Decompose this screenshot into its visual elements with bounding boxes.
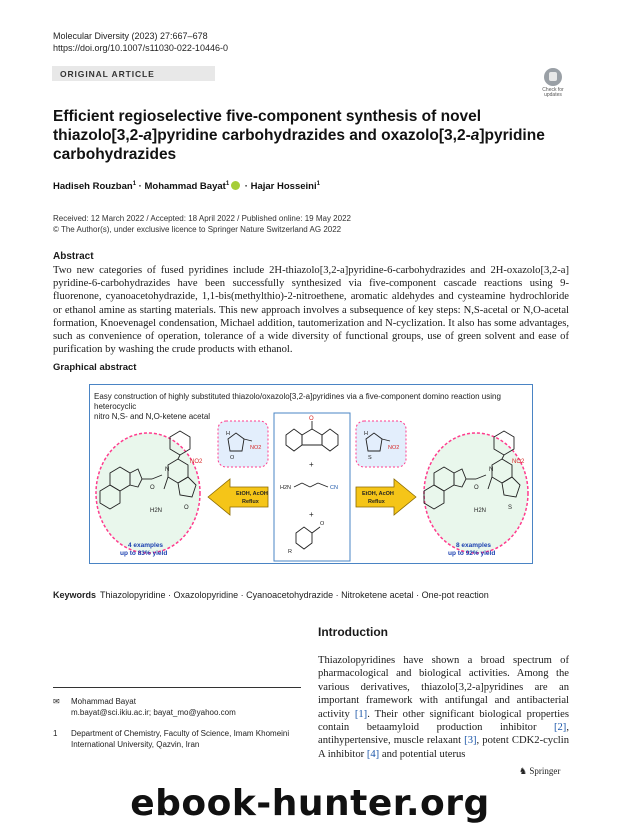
publisher-logo — [519, 766, 560, 777]
title-italic: a — [143, 127, 153, 144]
journal-citation — [53, 30, 228, 54]
keywords — [53, 590, 489, 600]
left-examples: 4 examples — [128, 542, 164, 549]
left-no2-label: NO2 — [190, 459, 203, 465]
hydrazide-cn: CN — [330, 485, 338, 491]
intro-segment: and potential uterus — [379, 748, 466, 760]
caption-line-2: nitro N,S- and N,O-ketene acetal — [94, 412, 211, 421]
right-product-ring — [424, 433, 528, 553]
updates-line1: Check for — [542, 87, 564, 93]
keywords-text: Thiazolopyridine · Oxazolopyridine · Cyanoacetohydrazide · Nitroketene acetal · One-pot reaction — [100, 590, 489, 600]
author-name[interactable]: Mohammad Bayat — [144, 181, 226, 193]
left-reagent-o: O — [230, 455, 235, 461]
left-nh2-label: H2N — [150, 508, 163, 514]
intro-segment: , potent CDK2-cyclin A inhibitor — [318, 735, 569, 760]
corr-name: Mohammad Bayat — [71, 697, 136, 706]
left-reagent-h: H — [226, 431, 230, 437]
publication-dates — [53, 213, 351, 235]
aldehyde-r: R — [288, 549, 292, 555]
left-arrow-reflux: Reflux — [242, 499, 259, 505]
updates-line2: updates — [544, 92, 562, 98]
doi-link[interactable]: https://doi.org/10.1007/s11030-022-10446-0 — [53, 43, 228, 53]
journal-line: Molecular Diversity (2023) 27:667–678 — [53, 31, 208, 41]
right-reaction-arrow — [356, 479, 416, 515]
springer-horse-icon: ♞ — [519, 766, 528, 776]
left-arrow-conditions: EtOH, AcOH — [236, 491, 268, 497]
caption-line-1: Easy construction of highly substituted thiazolo/oxazolo[3,2-a]pyridines via a five-component domino reaction using heterocyclic — [94, 392, 501, 411]
left-yield: up to 83% yield — [120, 550, 168, 557]
aldehyde-o: O — [320, 521, 325, 527]
copyright-line: © The Author(s), under exclusive licence to Springer Nature Switzerland AG 2022 — [53, 225, 342, 234]
article-title — [53, 107, 553, 164]
left-ring-o-label: O — [184, 505, 189, 511]
author-affil-sup: 1 — [316, 181, 320, 187]
abstract-text: Two new categories of fused pyridines include 2H-thiazolo[3,2-a]pyridine-6-carbohydrazides and 2H-oxazolo[3,2-a] pyridine-6-carbohydrazides have been successfully synthesized via five-component cascade reactions using 9-fluorenone, cyanoacetohydrazide, 1,1-bis(methylthio)-2-nitroethene, aromatic aldehydes and cysteamine hydrochloride or ethanol amine as starting materials. This new approach involves a subsequence of key steps: N,S-acetal or N,O-acetal formation, Knoevenagel condensation, Michael addition, tautomerization and N-cyclization. It also has some advantages, such as convenience of operation, tolerance of a wide diversity of functional groups, use of green solvent and ease of purification by washing the crude products with ethanol. — [53, 265, 569, 356]
author-affil-sup: 1 — [225, 181, 230, 187]
right-arrow-reflux: Reflux — [368, 499, 385, 505]
author-name[interactable]: Hadiseh Rouzban — [53, 181, 133, 193]
right-reagent-h: H — [364, 431, 368, 437]
intro-segment: Thiazolopyridines have shown a broad spectrum of pharmacological and biological activities. Among the various derivatives, thiazolo[3,2-a]pyridines are an important framework with antifungal and antibacterial activity — [318, 655, 569, 720]
left-reaction-arrow — [208, 479, 268, 515]
author-list — [53, 181, 320, 192]
right-reagent-s: S — [368, 455, 372, 461]
dates-line: Received: 12 March 2022 / Accepted: 18 April 2022 / Published online: 19 May 2022 — [53, 214, 351, 223]
title-part: ]pyridine carbohydrazides — [53, 127, 545, 163]
hydrazide-h2n: H2N — [280, 485, 292, 491]
right-reagent-no2: NO2 — [388, 445, 400, 451]
author-name[interactable]: Hajar Hosseini — [250, 181, 317, 193]
reference-link[interactable]: [1] — [354, 708, 368, 720]
introduction-heading: Introduction — [318, 625, 388, 639]
graphical-abstract-caption — [94, 392, 530, 422]
affil-number: 1 — [53, 729, 58, 738]
title-italic: a — [470, 127, 480, 144]
left-n-label: N — [165, 467, 170, 473]
right-ring-s-label: S — [508, 505, 513, 511]
right-examples: 8 examples — [456, 542, 492, 549]
footnote-divider — [53, 687, 301, 688]
envelope-icon: ✉ — [53, 697, 60, 706]
plus-sign-1: + — [309, 460, 314, 469]
publisher-name: Springer — [529, 766, 561, 776]
introduction-text — [318, 654, 569, 761]
affil-text: Department of Chemistry, Faculty of Science, Imam Khomeini International University, Qazvin, Iran — [71, 729, 290, 749]
affiliation — [53, 728, 301, 750]
plus-sign-2: + — [309, 510, 314, 519]
intro-segment: . Their other significant biological properties contain betaamyloid production inhibitor — [318, 708, 570, 734]
intro-segment: , antihypertensive, muscle relaxant — [318, 722, 569, 747]
title-part: Efficient regioselective five-component synthesis of novel thiazolo[3,2- — [53, 108, 482, 144]
author-separator: · — [136, 181, 145, 193]
watermark: ebook-hunter.org — [0, 784, 620, 824]
fluorenone-o: O — [309, 416, 314, 422]
reference-link[interactable]: [3] — [464, 735, 477, 747]
graphical-abstract-heading: Graphical abstract — [53, 362, 137, 373]
right-yield: up to 92% yield — [448, 550, 496, 557]
right-arrow-conditions: EtOH, AcOH — [362, 491, 394, 497]
corresponding-author — [53, 696, 301, 718]
keywords-label: Keywords — [53, 590, 97, 600]
check-for-updates-button[interactable] — [538, 68, 568, 100]
check-updates-icon — [544, 68, 562, 86]
left-product-ring — [96, 433, 200, 553]
right-no2-label: NO2 — [512, 459, 525, 465]
right-nh2-label: H2N — [474, 508, 487, 514]
article-type-badge: ORIGINAL ARTICLE — [52, 66, 215, 81]
reference-link[interactable]: [4] — [366, 748, 380, 760]
right-n-label: N — [489, 467, 494, 473]
orcid-icon[interactable] — [231, 181, 240, 190]
author-separator: · — [242, 181, 251, 193]
right-o-label: O — [474, 485, 479, 491]
corr-email[interactable]: m.bayat@sci.ikiu.ac.ir; bayat_mo@yahoo.com — [71, 708, 236, 717]
abstract-heading: Abstract — [53, 251, 94, 262]
reference-link[interactable]: [2] — [553, 722, 567, 734]
left-o-label: O — [150, 485, 155, 491]
left-reagent-no2: NO2 — [250, 445, 262, 451]
title-part: ]pyridine carbohydrazides and oxazolo[3,2- — [152, 127, 471, 144]
author-affil-sup: 1 — [132, 181, 137, 187]
